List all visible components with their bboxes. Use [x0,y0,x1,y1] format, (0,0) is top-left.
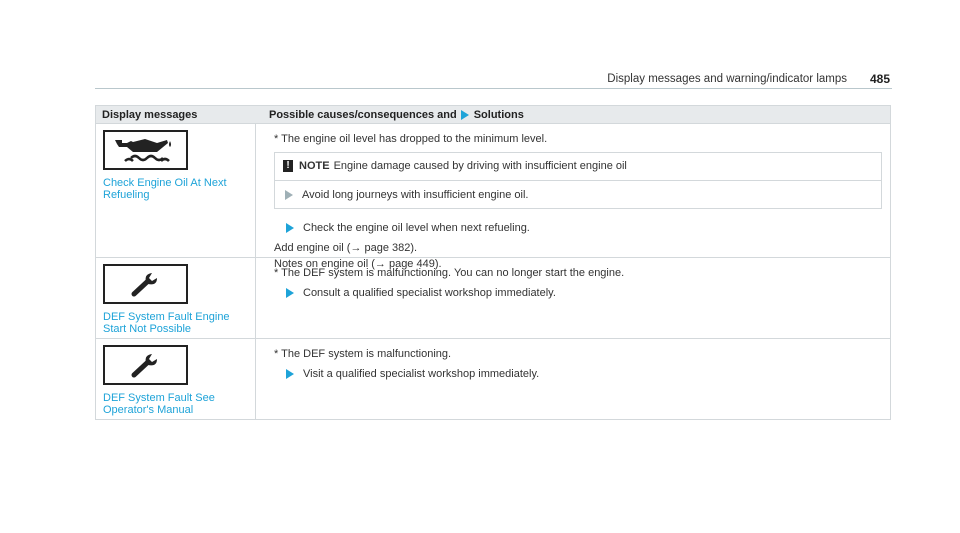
page-header [0,0,960,92]
message-cell [96,124,256,257]
table-header [96,106,890,123]
col-header-messages: Display messages [102,108,198,121]
solution-step [274,367,882,381]
messages-table [95,105,891,420]
cause-text: * The DEF system is malfunctioning. [274,348,452,360]
cause-text: * The DEF system is malfunctioning. You can no longer start the engine. [274,267,625,279]
section-title: Display messages and warning/indicator lamps [607,73,847,85]
table-row [96,123,890,270]
display-message: Check Engine Oil At Next Refueling [103,177,227,201]
note-text: Engine damage caused by driving with insufficient engine oil [333,160,627,172]
cause-cell [256,339,890,419]
page-number: 485 [869,72,890,86]
cause-cell [256,124,890,270]
display-message: DEF System Fault See Operator's Manual [103,392,215,416]
message-cell [96,339,256,419]
wrench-icon [103,345,188,385]
wrench-icon [103,264,188,304]
add-oil-link[interactable]: Add engine oil (→ page 382). [274,242,418,254]
oil-can-level-icon [103,130,188,170]
display-message: DEF System Fault Engine Start Not Possible [103,311,230,335]
oil-notes-link[interactable]: Notes on engine oil (→ page 449). [274,258,442,270]
table-row [96,338,890,419]
note-row [283,158,873,174]
col-header-causes-suffix: Solutions [473,108,524,121]
cause-cell [256,258,890,338]
col-header-causes [255,109,890,121]
message-cell [96,258,256,338]
table-row [96,257,890,338]
cause-text: * The engine oil level has dropped to the minimum level. [274,133,548,145]
col-header-causes-prefix: Possible causes/consequences and [269,108,457,121]
header-rule [95,88,892,89]
note-divider [275,180,881,181]
solution-step [274,286,882,300]
cross-reference[interactable] [274,241,882,255]
arrow-right-icon [285,190,293,200]
arrow-right-icon [461,110,469,120]
note-box [274,152,882,209]
warning-exclamation-icon: ! [283,160,293,172]
note-step [283,187,873,203]
note-label: NOTE [299,160,330,172]
arrow-right-icon [286,223,294,233]
solution-step [274,221,882,235]
solution-step-text: Check the engine oil level when next refueling. [303,222,530,234]
arrow-right-icon [286,369,294,379]
arrow-right-icon [286,288,294,298]
note-step-text: Avoid long journeys with insufficient engine oil. [302,189,529,201]
solution-step-text: Consult a qualified specialist workshop immediately. [303,287,556,299]
solution-step-text: Visit a qualified specialist workshop immediately. [303,368,540,380]
